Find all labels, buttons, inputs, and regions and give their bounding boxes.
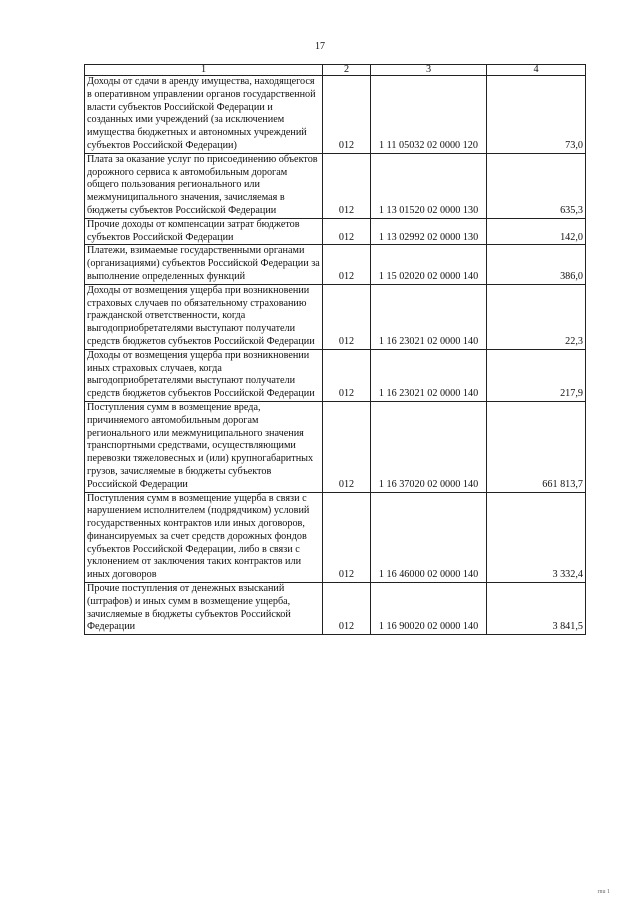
row-budget-code: 1 16 46000 02 0000 140 — [371, 492, 487, 583]
table-row — [85, 349, 586, 401]
row-admin-code: 012 — [323, 349, 371, 401]
row-admin-code: 012 — [323, 245, 371, 284]
row-description: Прочие доходы от компенсации затрат бюджетов субъектов Российской Федерации — [85, 218, 323, 245]
revenue-table — [84, 64, 586, 635]
row-admin-code: 012 — [323, 218, 371, 245]
column-header: 1 — [85, 65, 323, 76]
row-budget-code: 1 13 01520 02 0000 130 — [371, 153, 487, 218]
column-header: 3 — [371, 65, 487, 76]
row-admin-code: 012 — [323, 492, 371, 583]
row-amount: 386,0 — [487, 245, 586, 284]
table-row — [85, 153, 586, 218]
row-admin-code: 012 — [323, 284, 371, 349]
table-row — [85, 401, 586, 492]
row-amount: 217,9 — [487, 349, 586, 401]
table-row — [85, 245, 586, 284]
row-budget-code: 1 16 23021 02 0000 140 — [371, 284, 487, 349]
table-row — [85, 583, 586, 635]
row-description: Доходы от сдачи в аренду имущества, находящегося в оперативном управлении органов государственной власти субъектов Российской Федерации и созданных ими учреждений (за исключением имущества бюджетных и автономных учреждений субъектов Российской Федерации) — [85, 76, 323, 154]
column-header: 4 — [487, 65, 586, 76]
table-header-row — [85, 65, 586, 76]
column-header: 2 — [323, 65, 371, 76]
row-amount: 22,3 — [487, 284, 586, 349]
row-description: Поступления сумм в возмещение ущерба в связи с нарушением исполнителем (подрядчиком) условий государственных контрактов или иных договоров, финансируемых за счет средств дорожных фондов субъектов Российской Федерации, либо в связи с уклонением от заключения таких контрактов или иных договоров — [85, 492, 323, 583]
row-amount: 142,0 — [487, 218, 586, 245]
row-description: Плата за оказание услуг по присоединению объектов дорожного сервиса к автомобильным дорогам общего пользования регионального или межмуниципального значения, зачисляемая в бюджеты субъектов Российской Федерации — [85, 153, 323, 218]
row-amount: 635,3 — [487, 153, 586, 218]
row-admin-code: 012 — [323, 153, 371, 218]
row-amount: 73,0 — [487, 76, 586, 154]
table-row — [85, 284, 586, 349]
row-description: Доходы от возмещения ущерба при возникновении страховых случаев по обязательному страхованию гражданской ответственности, когда выгодоприобретателями выступают получатели средств бюджетов субъектов Российской Федерации — [85, 284, 323, 349]
row-budget-code: 1 15 02020 02 0000 140 — [371, 245, 487, 284]
table-row — [85, 492, 586, 583]
page-number: 17 — [315, 41, 325, 52]
row-amount: 3 841,5 — [487, 583, 586, 635]
row-description: Платежи, взимаемые государственными органами (организациями) субъектов Российской Федерации за выполнение определенных функций — [85, 245, 323, 284]
row-budget-code: 1 16 23021 02 0000 140 — [371, 349, 487, 401]
row-description: Поступления сумм в возмещение вреда, причиняемого автомобильным дорогам регионального или межмуниципального значения транспортными средствами, осуществляющими перевозки тяжеловесных и (или) крупногабаритных грузов, зачисляемые в бюджеты субъектов Российской Федерации — [85, 401, 323, 492]
row-budget-code: 1 16 90020 02 0000 140 — [371, 583, 487, 635]
row-admin-code: 012 — [323, 76, 371, 154]
row-description: Прочие поступления от денежных взысканий (штрафов) и иных сумм в возмещение ущерба, зачисляемые в бюджеты субъектов Российской Федерации — [85, 583, 323, 635]
row-budget-code: 1 13 02992 02 0000 130 — [371, 218, 487, 245]
row-amount: 3 332,4 — [487, 492, 586, 583]
row-admin-code: 012 — [323, 401, 371, 492]
row-budget-code: 1 16 37020 02 0000 140 — [371, 401, 487, 492]
row-admin-code: 012 — [323, 583, 371, 635]
row-description: Доходы от возмещения ущерба при возникновении иных страховых случаев, когда выгодоприобретателями выступают получатели средств бюджетов субъектов Российской Федерации — [85, 349, 323, 401]
footer-mark: rnu 1 — [597, 889, 610, 895]
table-row — [85, 76, 586, 154]
table-row — [85, 218, 586, 245]
row-budget-code: 1 11 05032 02 0000 120 — [371, 76, 487, 154]
row-amount: 661 813,7 — [487, 401, 586, 492]
